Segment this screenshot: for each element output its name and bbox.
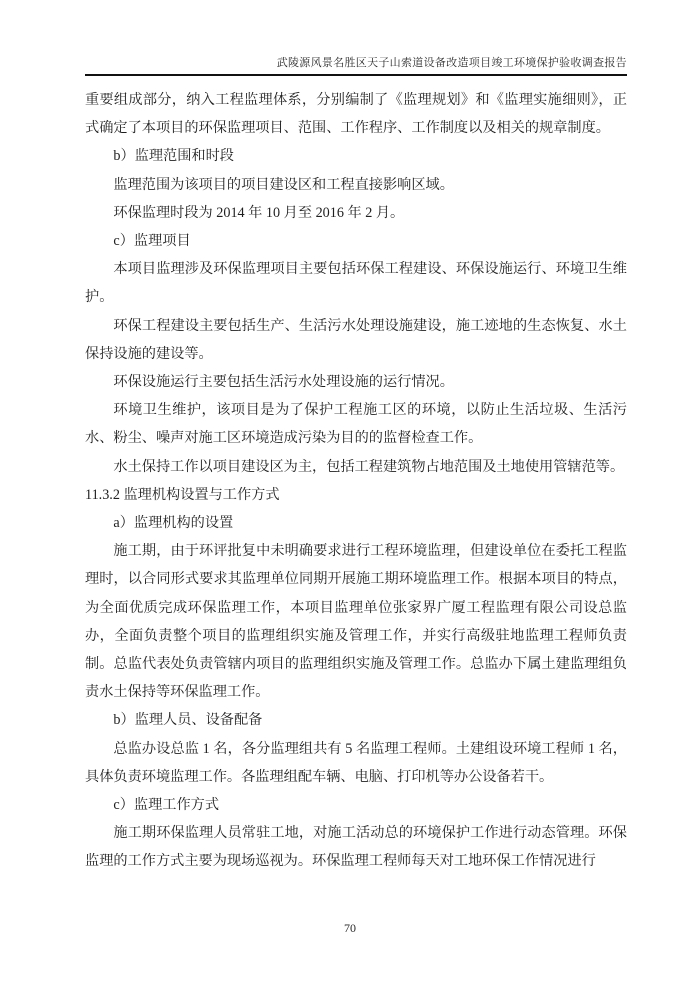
section-heading: 11.3.2 监理机构设置与工作方式 <box>85 486 280 503</box>
paragraph: 本项目监理涉及环保监理项目主要包括环保工程建设、环保设施运行、环境卫生维护。 <box>85 261 627 306</box>
paragraph: 环保监理时段为 2014 年 10 月至 2016 年 2 月。 <box>113 204 405 221</box>
paragraph: b）监理范围和时段 <box>113 148 234 165</box>
paragraph: 水土保持工作以项目建设区为主，包括工程建筑物占地范围及土地使用管辖范等。 <box>113 458 625 475</box>
paragraph: 环保设施运行主要包括生活污水处理设施的运行情况。 <box>113 374 454 391</box>
paragraph: 环保工程建设主要包括生产、生活污水处理设施建设，施工迹地的生态恢复、水土保持设施的建设等。 <box>85 317 627 362</box>
page-number: 70 <box>344 921 356 935</box>
paragraph: c）监理工作方式 <box>113 797 220 814</box>
paragraph: a）监理机构的设置 <box>113 515 234 532</box>
paragraph: 施工期环保监理人员常驻工地，对施工活动总的环境保护工作进行动态管理。环保监理的工作方式主要为现场巡视为。环保监理工程师每天对工地环保工作情况进行 <box>85 825 627 870</box>
document-body <box>85 86 627 876</box>
paragraph: b）监理人员、设备配备 <box>113 712 263 729</box>
paragraph: 施工期，由于环评批复中未明确要求进行工程环境监理，但建设单位在委托工程监理时，以合同形式要求其监理单位同期开展施工期环境监理工作。根据本项目的特点，为全面优质完成环保监理工作，本项目监理单位张家界广厦工程监理有限公司设总监办，全面负责整个项目的监理组织实施及管理工作，并实行高级驻地监理工程师负责制。总监代表处负责管辖内项目的监理组织实施及管理工作。总监办下属土建监理组负责水土保持等环保监理工作。 <box>85 543 627 701</box>
paragraph: c）监理项目 <box>113 233 191 250</box>
page-header <box>85 54 627 76</box>
paragraph: 总监办设总监 1 名，各分监理组共有 5 名监理工程师。土建组设环境工程师 1 名，具体负责环境监理工作。各监理组配车辆、电脑、打印机等办公设备若干。 <box>85 740 627 785</box>
header-running-title: 武陵源风景名胜区天子山索道设备改造项目竣工环境保护验收调查报告 <box>276 57 627 69</box>
page-footer <box>0 921 700 936</box>
paragraph: 环境卫生维护，该项目是为了保护工程施工区的环境，以防止生活垃圾、生活污水、粉尘、噪声对施工区环境造成污染为目的的监督检查工作。 <box>85 402 627 447</box>
paragraph: 重要组成部分，纳入工程监理体系，分别编制了《监理规划》和《监理实施细则》，正式确定了本项目的环保监理项目、范围、工作程序、工作制度以及相关的规章制度。 <box>85 92 627 137</box>
paragraph: 监理范围为该项目的项目建设区和工程直接影响区域。 <box>113 176 454 193</box>
